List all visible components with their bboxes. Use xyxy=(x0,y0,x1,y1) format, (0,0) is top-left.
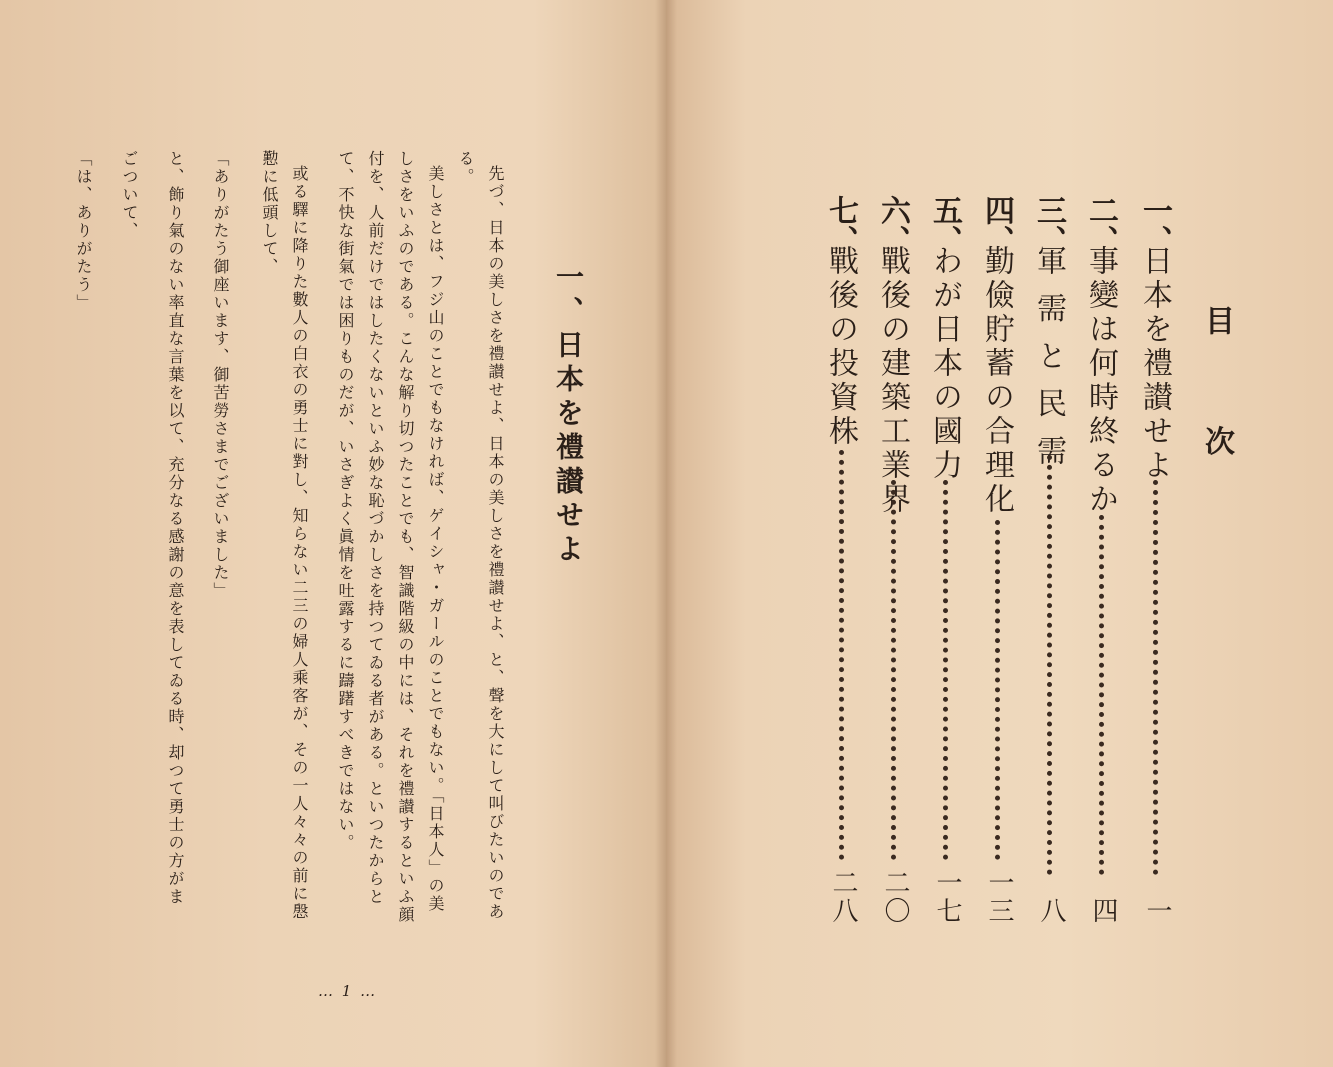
toc-leader-dots xyxy=(839,450,844,860)
toc-entry xyxy=(1082,195,1122,925)
toc-entry-page: 一三 xyxy=(984,869,1014,925)
body-column-3: 美しさとは、フジ山のことでもなければ、ゲイシャ・ガールのことでもない。「日本人」の美 xyxy=(426,165,445,913)
toc-entry xyxy=(874,195,914,925)
toc-entry-title: 事變は何時終るか xyxy=(1083,245,1118,517)
body-column-4: しさをいふのである。こんな解り切つたことでも、智識階級の中には、それを禮讃するといふ顔 xyxy=(396,150,415,924)
toc-entry xyxy=(978,195,1018,925)
toc-entry-title: 戰後の投資株 xyxy=(823,245,858,449)
toc-entry-title: 戰後の建築工業界 xyxy=(875,245,910,517)
toc-entry-number: 四、 xyxy=(979,195,1014,255)
right-page xyxy=(666,0,1333,1067)
chapter-heading: 一、日本を禮讃せよ xyxy=(552,262,585,568)
body-column-1: 先づ、日本の美しさを禮讃せよ、日本の美しさを禮讃せよ、と、聲を大にして叫びたいのであ xyxy=(486,165,505,921)
toc-leader-dots xyxy=(1099,515,1104,875)
body-column-9: 「ありがたう御座います、御苦勞さまでございました」 xyxy=(211,150,230,600)
page-number: … 1 … xyxy=(318,982,378,1000)
toc-entry-number: 二、 xyxy=(1083,195,1118,255)
toc-entry-page: 二八 xyxy=(828,869,858,925)
body-column-12: 「は、ありがたう」 xyxy=(74,150,93,312)
body-column-11: ごついて、 xyxy=(120,150,139,240)
toc-entry xyxy=(1136,195,1176,925)
toc-leader-dots xyxy=(1153,480,1158,875)
toc-entry-number: 三、 xyxy=(1031,195,1066,255)
toc-entry-title: 勤儉貯蓄の合理化 xyxy=(979,245,1014,517)
body-column-10: と、飾り氣のない率直な言葉を以て、充分なる感謝の意を表してゐる時、却つて勇士の方がま xyxy=(166,150,185,906)
left-page xyxy=(0,0,666,1067)
toc-entry-page: 四 xyxy=(1088,897,1118,925)
toc-leader-dots xyxy=(943,480,948,860)
toc-entry-page: 二〇 xyxy=(880,869,910,925)
toc-title: 目 次 xyxy=(1199,305,1234,496)
toc-entry-number: 一、 xyxy=(1137,195,1172,255)
toc-entry-number: 五、 xyxy=(927,195,962,255)
book-gutter xyxy=(655,0,677,1067)
body-column-6: て、不快な街氣では困りものだが、いさぎよく眞情を吐露するに躊躇すべきではない。 xyxy=(336,150,355,852)
toc-entry-page: 一七 xyxy=(932,869,962,925)
toc-entry-title: わが日本の國力 xyxy=(927,245,962,483)
toc-entry-number: 七、 xyxy=(823,195,858,255)
toc-entry-page: 八 xyxy=(1036,897,1066,925)
toc-leader-dots xyxy=(1047,455,1052,875)
toc-entry xyxy=(1030,195,1070,925)
body-column-7: 或る驛に降りた數人の白衣の勇士に對し、知らない二三の婦人乘客が、その一人々々の前に慇 xyxy=(290,165,309,921)
toc-leader-dots xyxy=(891,480,896,860)
toc-entry-title: 日本を禮讃せよ xyxy=(1137,245,1172,483)
body-column-2: る。 xyxy=(456,150,475,186)
body-column-5: 付を、人前だけではしたくないといふ妙な恥づかしさを持つてゐる者がある。といつたからと xyxy=(366,150,385,906)
toc-entry xyxy=(926,195,966,925)
toc-entry-title: 軍 需 と 民 需 xyxy=(1031,245,1066,470)
toc-entry-page: 一 xyxy=(1142,897,1172,925)
toc-entry xyxy=(822,195,862,925)
body-column-8: 懃に低頭して、 xyxy=(260,150,279,276)
toc-entry-number: 六、 xyxy=(875,195,910,255)
toc-leader-dots xyxy=(995,520,1000,860)
